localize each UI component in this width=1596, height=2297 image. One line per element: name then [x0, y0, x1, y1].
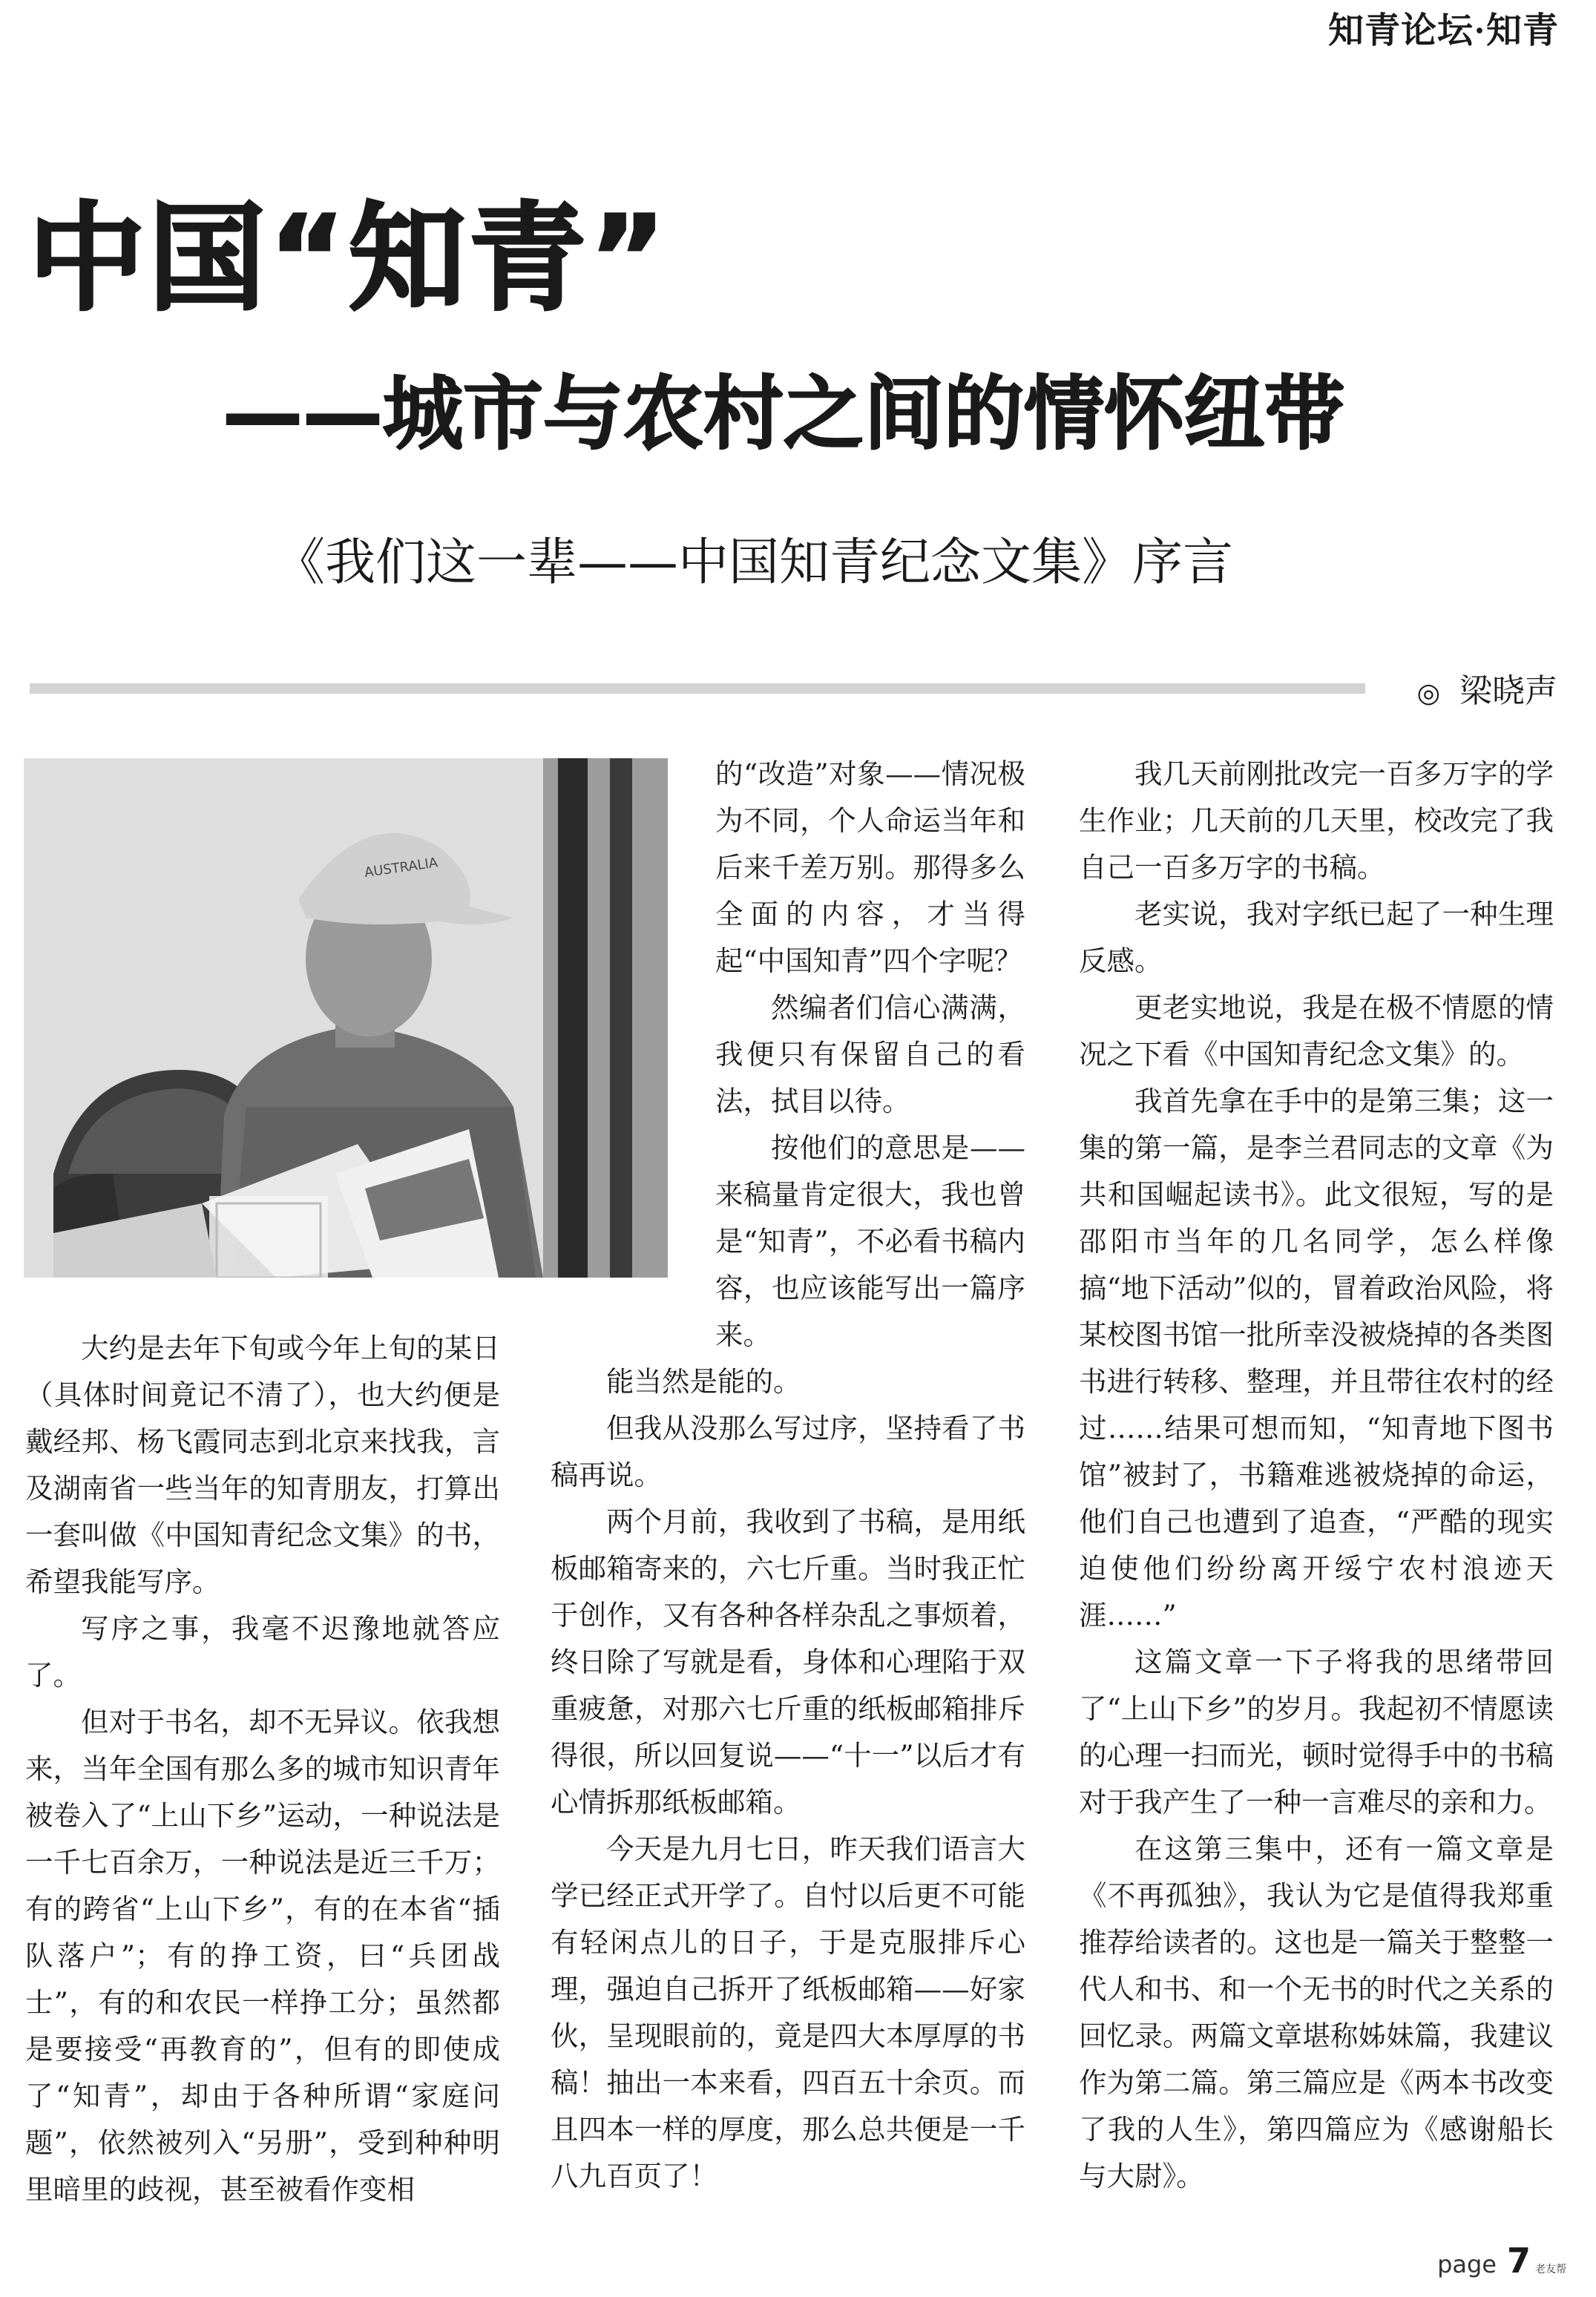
page-number: 7: [1506, 2241, 1531, 2281]
cap-logo-text: AUSTRALIA: [363, 855, 439, 881]
paragraph: 今天是九月七日，昨天我们语言大学已经正式开学了。自忖以后更不可能有轻闲点儿的日子，于是克服排斥心理，强迫自己拆开了纸板邮箱——好家伙，呈现眼前的，竟是四大本厚厚的书稿！抽出一本来看，四百五十余页。而且四本一样的厚度，那么总共便是一千八九百页了！: [551, 1833, 1025, 2192]
article-subtitle-line: ——城市与农村之间的情怀纽带: [223, 368, 1345, 461]
divider-rule: [30, 683, 1365, 694]
text-column-1: [25, 1325, 500, 2213]
page-label: page: [1437, 2250, 1497, 2278]
paragraph: 在这第三集中，还有一篇文章是《不再孤独》，我认为它是值得我郑重推荐给读者的。这也是一篇关于整整一代人和书、和一个无书的时代之关系的回忆录。两篇文章堪称姊妹篇，我建议作为第二篇。第三篇应是《两本书改变了我的人生》，第四篇应为《感谢船长与大尉》。: [1079, 1833, 1554, 2192]
paragraph: 能当然是能的。: [606, 1365, 801, 1398]
byline: [1417, 664, 1557, 712]
paragraph: 更老实地说，我是在极不情愿的情况之下看《中国知青纪念文集》的。: [1079, 991, 1554, 1071]
paragraph: 的“改造”对象——情况极为不同，个人命运当年和后来千差万别。那得多么全面的内容，才当得起“中国知青”四个字呢？: [715, 758, 1025, 977]
paragraph: 我首先拿在手中的是第三集；这一集的第一篇，是李兰君同志的文章《为共和国崛起读书》。此文很短，写的是邵阳市当年的几名同学，怎么样像搞“地下活动”似的，冒着政治风险，将某校图书馆一批所幸没被烧掉的各类图书进行转移、整理，并且带往农村的经过……结果可想而知，“知青地下图书馆”被封了，书籍难逃被烧掉的命运，他们自己也遭到了追查，“严酷的现实迫使他们纷纷离开绥宁农村浪迹天涯……”: [1079, 1085, 1554, 1631]
publisher-mark: 老友帮: [1535, 2264, 1566, 2275]
byline-mark: ◎: [1416, 678, 1440, 709]
paragraph: 老实说，我对字纸已起了一种生理反感。: [1079, 898, 1554, 977]
paragraph: 写序之事，我毫不迟豫地就答应了。: [25, 1612, 500, 1692]
paragraph: 两个月前，我收到了书稿，是用纸板邮箱寄来的，六七斤重。当时我正忙于创作，又有各种各样杂乱之事烦着，终日除了写就是看，身体和心理陷于双重疲惫，对那六七斤重的纸板邮箱排斥得很，所以回复说——“十一”以后才有心情拆那纸板邮箱。: [551, 1505, 1025, 1818]
paragraph: 这篇文章一下子将我的思绪带回了“上山下乡”的岁月。我起初不情愿读的心理一扫而光，顿时觉得手中的书稿对于我产生了一种一言难尽的亲和力。: [1079, 1646, 1554, 1818]
article-subtitle: 《我们这一辈——中国知青纪念文集》序言: [275, 533, 1234, 592]
text-column-2: [551, 751, 1025, 2200]
text-column-3: [1079, 751, 1554, 2200]
section-header: 知青论坛·知青: [1327, 11, 1559, 50]
author-name: 梁晓声: [1459, 672, 1557, 710]
text-column-2-beside-photo: [715, 751, 1025, 1358]
paragraph: 大约是去年下旬或今年上旬的某日（具体时间竟记不清了），也大约便是戴经邦、杨飞霞同志到北京来找我，言及湖南省一些当年的知青朋友，打算出一套叫做《中国知青纪念文集》的书，希望我能写序。: [25, 1332, 500, 1598]
paragraph: 然编者们信心满满，我便只有保留自己的看法，拭目以待。: [715, 991, 1025, 1117]
paragraph: 按他们的意思是——来稿量肯定很大，我也曾是“知青”，不必看书稿内容，也应该能写出一篇序来。: [715, 1131, 1025, 1351]
paragraph: 但我从没那么写过序，坚持看了书稿再说。: [551, 1412, 1025, 1491]
article-title: 中国“知青”: [28, 191, 669, 327]
paragraph: 我几天前刚批改完一百多万字的学生作业；几天前的几天里，校改完了我自己一百多万字的书稿。: [1079, 758, 1554, 884]
paragraph: 但对于书名，却不无异议。依我想来，当年全国有那么多的城市知识青年被卷入了“上山下乡”运动，一种说法是一千七百余万，一种说法是近三千万；有的跨省“上山下乡”，有的在本省“插队落户”；有的挣工资，曰“兵团战士”，有的和农民一样挣工分；虽然都是要接受“再教育的”，但有的即使成了“知青”，却由于各种所谓“家庭问题”，依然被列入“另册”，受到种种明里暗里的歧视，甚至被看作变相: [25, 1706, 500, 2206]
page-footer: [1437, 2241, 1566, 2281]
